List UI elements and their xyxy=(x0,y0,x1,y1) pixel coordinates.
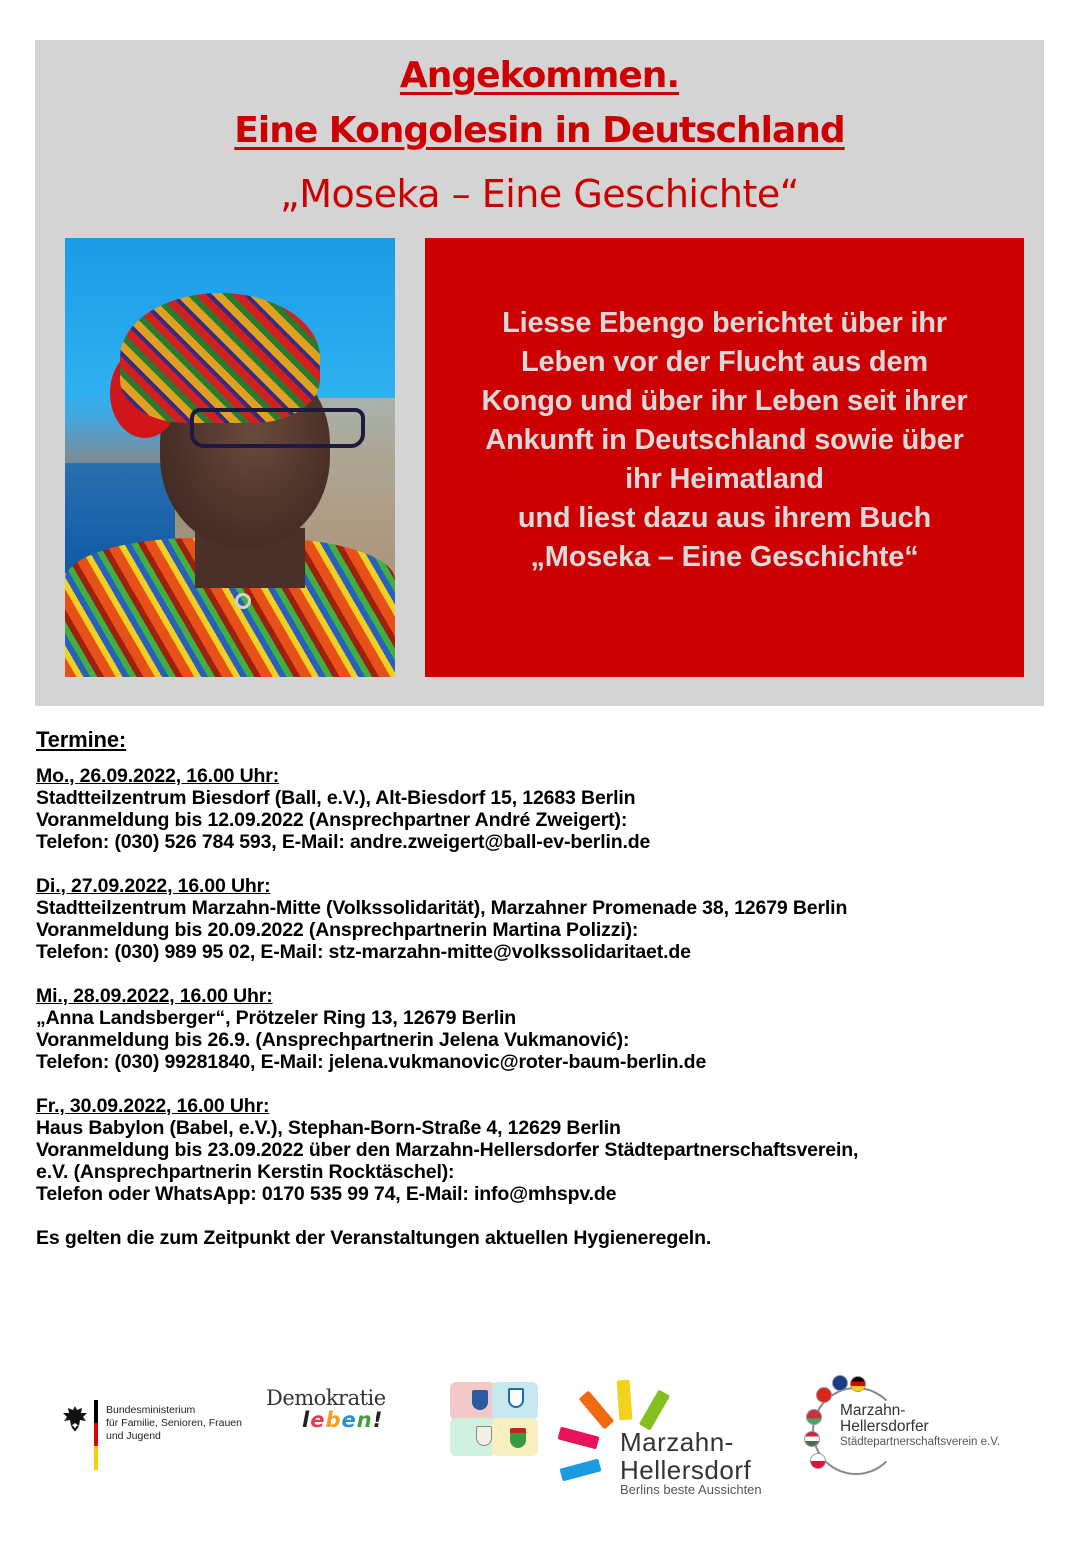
event-registration: Voranmeldung bis 12.09.2022 (Ansprechpartner André Zweigert): xyxy=(36,809,628,831)
bmfsfj-line: Bundesministerium xyxy=(106,1404,196,1416)
termine-section xyxy=(36,729,1036,1249)
event-contact: Telefon: (030) 526 784 593, E-Mail: andre.zweigert@ball-ev-berlin.de xyxy=(36,831,651,853)
sunray-icon xyxy=(557,1427,599,1450)
event-contact: Telefon oder WhatsApp: 0170 535 99 74, E-Mail: info@mhspv.de xyxy=(36,1183,617,1205)
subtitle: „Moseka – Eine Geschichte“ xyxy=(280,172,799,216)
mhspv-name xyxy=(840,1403,929,1435)
event-item xyxy=(36,985,1036,1073)
sunray-icon xyxy=(579,1391,615,1430)
sunray-icon xyxy=(559,1459,601,1482)
sunray-icon xyxy=(639,1389,670,1430)
event-date: Mi., 28.09.2022, 16.00 Uhr: xyxy=(36,985,273,1007)
description-line: Kongo und über ihr Leben seit ihrer xyxy=(481,385,968,417)
description-line: Liesse Ebengo berichtet über ihr xyxy=(502,307,947,339)
mhspv-line: Hellersdorfer xyxy=(840,1418,929,1435)
event-registration-contact: e.V. (Ansprechpartnerin Kerstin Rocktäschel): xyxy=(36,1161,455,1183)
mhspv-line: Marzahn- xyxy=(840,1402,906,1419)
event-contact: Telefon: (030) 99281840, E-Mail: jelena.vukmanovic@roter-baum-berlin.de xyxy=(36,1051,707,1073)
leben-letter: e xyxy=(310,1408,326,1432)
marzahn-hellersdorf-tagline: Berlins beste Aussichten xyxy=(620,1482,762,1497)
termine-heading: Termine: xyxy=(36,727,127,752)
flag-uk-icon xyxy=(832,1375,848,1391)
event-item xyxy=(36,1095,1036,1205)
flag-vietnam-icon xyxy=(816,1387,832,1403)
event-venue: Stadtteilzentrum Marzahn-Mitte (Volkssolidarität), Marzahner Promenade 38, 12679 Berlin xyxy=(36,897,848,919)
german-flag-bar xyxy=(94,1400,98,1470)
event-registration: Voranmeldung bis 20.09.2022 (Ansprechpartnerin Martina Polizzi): xyxy=(36,919,639,941)
event-date: Fr., 30.09.2022, 16.00 Uhr: xyxy=(36,1095,270,1117)
event-registration: Voranmeldung bis 23.09.2022 über den Marzahn-Hellersdorfer Städtepartnerschaftsverein, xyxy=(36,1139,859,1161)
event-venue: „Anna Landsberger“, Prötzeler Ring 13, 12679 Berlin xyxy=(36,1007,517,1029)
description-line: „Moseka – Eine Geschichte“ xyxy=(530,541,919,573)
event-item xyxy=(36,875,1036,963)
description-line: ihr Heimatland xyxy=(625,463,824,495)
leben-letter: n xyxy=(356,1408,373,1432)
leben-letter: e xyxy=(341,1408,357,1432)
title-line-2: Eine Kongolesin in Deutschland xyxy=(234,110,845,151)
photo-turban xyxy=(120,293,320,423)
event-registration: Voranmeldung bis 26.9. (Ansprechpartnerin Jelena Vukmanović): xyxy=(36,1029,630,1051)
demokratie-leben-logo xyxy=(266,1386,406,1446)
flag-hungary-icon xyxy=(804,1431,820,1447)
demokratie-word: Demokratie xyxy=(266,1386,386,1410)
leben-letter: l xyxy=(302,1408,311,1432)
header-panel xyxy=(35,40,1044,706)
flag-poland-icon xyxy=(810,1453,826,1469)
crest-icon xyxy=(510,1428,526,1448)
description-line: Leben vor der Flucht aus dem xyxy=(521,346,928,378)
portrait-photo xyxy=(65,238,395,677)
photo-pendant xyxy=(235,593,251,609)
marzahn-hellersdorf-logo xyxy=(560,1378,800,1498)
bmfsfj-logo xyxy=(62,1400,252,1480)
sponsor-logos xyxy=(0,1370,1076,1500)
description-box xyxy=(425,238,1024,677)
bmfsfj-text xyxy=(106,1404,242,1443)
eagle-icon xyxy=(62,1404,88,1436)
hygiene-note: Es gelten die zum Zeitpunkt der Veranstaltungen aktuellen Hygieneregeln. xyxy=(36,1227,712,1249)
sunray-icon xyxy=(617,1380,633,1421)
puzzle-crests-icon xyxy=(446,1378,542,1458)
crest-icon xyxy=(508,1388,524,1408)
bmfsfj-line: für Familie, Senioren, Frauen xyxy=(106,1417,242,1429)
title-line-1: Angekommen. xyxy=(399,55,680,96)
description-line: Ankunft in Deutschland sowie über xyxy=(485,424,964,456)
mhspv-subtitle: Städtepartnerschaftsverein e.V. xyxy=(840,1436,1001,1448)
description-text xyxy=(481,304,967,577)
mh-line: Marzahn- xyxy=(620,1427,734,1457)
event-item xyxy=(36,765,1036,853)
flag-germany-icon xyxy=(850,1376,866,1392)
leben-word xyxy=(302,1408,406,1432)
leben-letter: b xyxy=(325,1408,342,1432)
flag-belarus-icon xyxy=(806,1409,822,1425)
mhspv-logo xyxy=(808,1375,1018,1475)
description-line: und liest dazu aus ihrem Buch xyxy=(517,502,932,534)
event-date: Mo., 26.09.2022, 16.00 Uhr: xyxy=(36,765,280,787)
event-venue: Haus Babylon (Babel, e.V.), Stephan-Born-Straße 4, 12629 Berlin xyxy=(36,1117,621,1139)
event-venue: Stadtteilzentrum Biesdorf (Ball, e.V.), Alt-Biesdorf 15, 12683 Berlin xyxy=(36,787,636,809)
event-contact: Telefon: (030) 989 95 02, E-Mail: stz-marzahn-mitte@volkssolidaritaet.de xyxy=(36,941,691,963)
leben-letter: ! xyxy=(372,1408,384,1432)
crest-icon xyxy=(472,1390,488,1410)
bmfsfj-line: und Jugend xyxy=(106,1430,161,1442)
crest-icon xyxy=(476,1426,492,1446)
event-date: Di., 27.09.2022, 16.00 Uhr: xyxy=(36,875,271,897)
photo-glasses xyxy=(190,408,365,448)
marzahn-hellersdorf-name xyxy=(620,1428,751,1484)
mh-line: Hellersdorf xyxy=(620,1455,752,1485)
